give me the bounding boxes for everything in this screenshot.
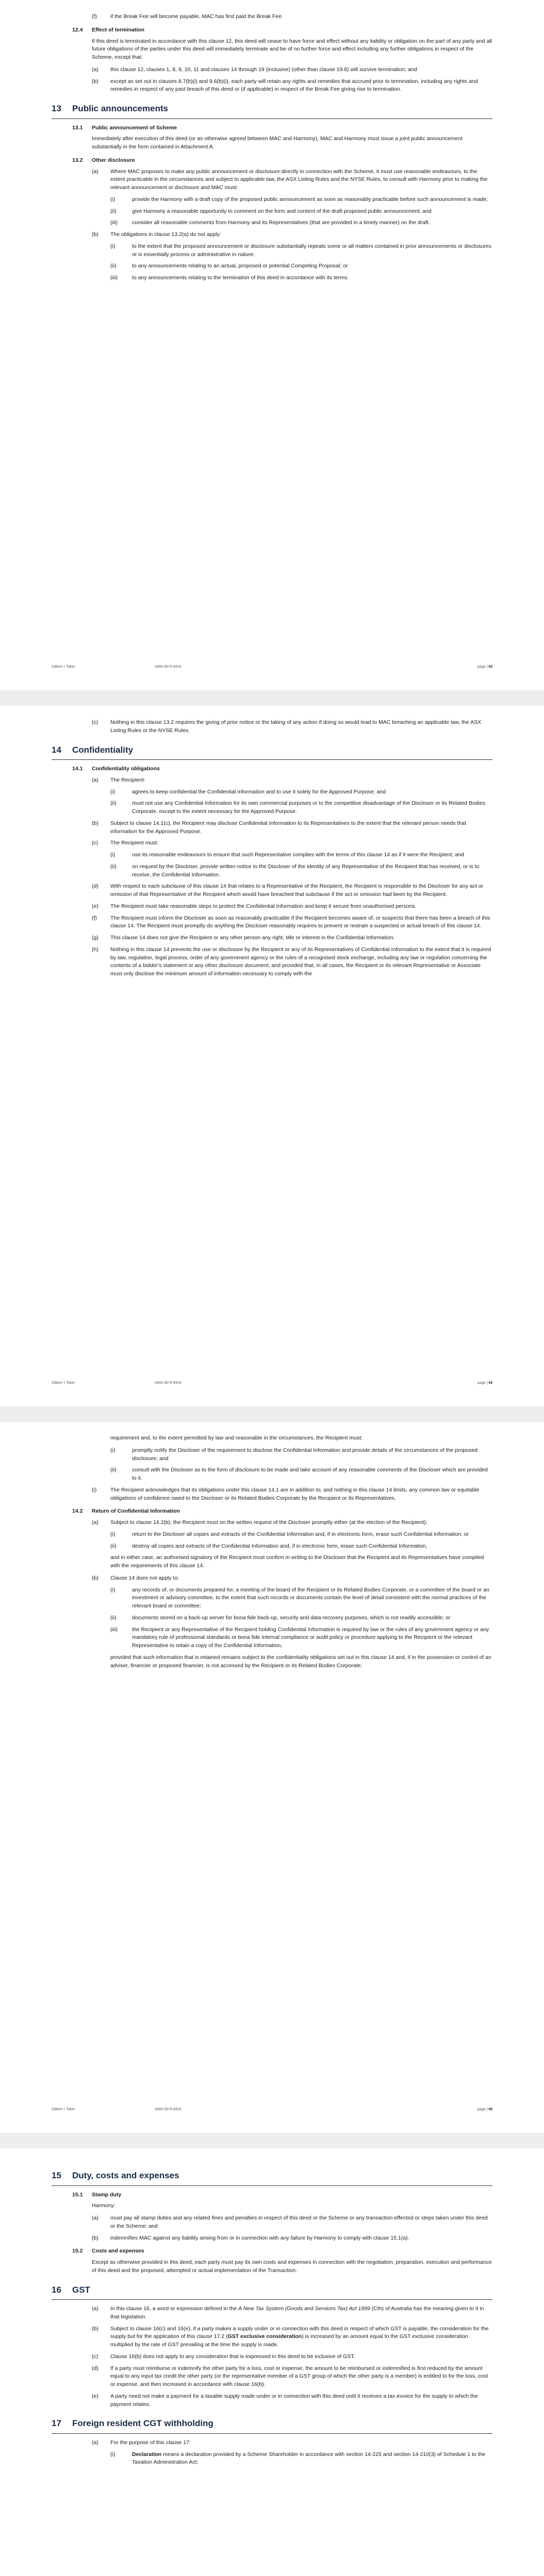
clause-14-1-c-i: (i) use its reasonable endeavours to ensure that such Representative complies with the terms of this clause 14 as if it were the Recipient; and (110, 852, 464, 858)
clause-14-1-a: (a) The Recipient: (92, 776, 145, 783)
clause-13-2-a-i: (i) provide the Harmony with a draft copy of the proposed public announcement as soon as reasonably practicable before such announcement is made; (110, 196, 488, 202)
clause-13-2-a-ii: (ii) give Harmony a reasonable opportunity to comment on the form and content of the draft proposed public announcement; and (110, 208, 432, 214)
clause-17-a-i: (i) Declaration means a declaration provided by a Scheme Shareholder in accordance with section 14-225 and section 14-210(3) of Schedule 1 to the Taxation Administration Act; (110, 2451, 486, 2466)
clause-14-1-a-i: (i) agrees to keep confidential the Confidential Information and to use it solely for the Approved Purpose; and (110, 788, 386, 795)
clause-12-4-b: (b) except as set out in clauses 8.7(b)(i) and 9.6(b)(i), each party will retain any rights and remedies that accrued prior to termination, including any rights and remedies in respect of any past breach of this deed or (if applicable) in respect of the Break Fee giving rise to termination. (92, 78, 478, 93)
clause-12-4-text: If this deed is terminated in accordance with this clause 12, this deed will cease to have force and effect without any liability or obligation on the part of any party and all future obligations of the parties under this deed will immediately terminate and be of no further force and effect including any further obligations in respect of the Scheme, except that: (92, 38, 492, 60)
clause-12-3-f: (f) if the Break Fee will become payable, MAC has first paid the Break Fee. (92, 13, 283, 20)
clause-17-a: (a) For the purpose of this clause 17: (92, 2439, 191, 2446)
clause-14-1-g: (g) This clause 14 does not give the Recipient or any other person any right, title or interest in the Confidential Information. (92, 935, 395, 941)
heading-13-1: 13.1 Public announcement of Scheme (72, 124, 177, 131)
clause-15-1-text: Harmony: (92, 2202, 116, 2209)
clause-14-1-i: (i) The Recipient acknowledges that its obligations under this clause 14.1 are in addition to, and nothing in this clause 14 limits, any common law or equitable obligations of confidence owed to the Discloser or its Related Bodies Corporate by the Recipient or its Representatives. (92, 1486, 480, 1501)
heading-12-4: 12.4 Effect of termination (72, 26, 145, 33)
heading-14: 14 Confidentiality (52, 743, 492, 760)
clause-13-2-b: (b) The obligations in clause 13.2(a) do not apply: (92, 231, 221, 238)
clause-14-2-b-i: (i) any records of, or documents prepared for, a meeting of the board of the Recipient or its Related Bodies Corporate, or a committee of the board or an investment or advisory committee, to the extent that such records or documents contain the level of detail consistent with the normal practices of the relevant board or committee; (110, 1586, 489, 1609)
page-44 (0, 706, 544, 1406)
page-footer: Gilbert + Tobin 3400-2879-4919 page | 44 (52, 1381, 492, 1385)
clause-15-1-a: (a) must pay all stamp duties and any related fines and penalties in respect of this deed or the Scheme or any transaction effected or steps taken under this deed or the Scheme; and (92, 2215, 488, 2229)
clause-13-2-b-ii: (ii) to any announcements relating to an actual, proposed or potential Competing Proposal; or (110, 263, 348, 269)
page-46 (0, 2148, 544, 2576)
clause-14-1-c-ii: (ii) on request by the Discloser, provide written notice to the Discloser of the identity of any Representative of the Recipient that has received, or is to receive, the Confidential Information. (110, 863, 480, 878)
clause-14-2-a-after: and in either case, an authorised signatory of the Recipient must confirm in writing to the Discloser that the Recipient and its Representatives have complied with the requirements of this clause 14. (110, 1554, 484, 1569)
heading-14-1: 14.1 Confidentiality obligations (72, 766, 160, 772)
clause-14-1-f: (f) The Recipient must inform the Discloser as soon as reasonably practicable if the Recipient becomes aware of, or suspects that there has been a breach of this clause 14. The Recipient must promptly do anything the Discloser reasonably requires to prevent or restrain a suspected or actual breach of this clause 14. (92, 914, 490, 929)
page-45-body (52, 1432, 492, 1674)
heading-17: 17 Foreign resident CGT withholding (52, 2417, 492, 2434)
clause-14-1-d: (d) With respect to each subclause of this clause 14 that relates to a Representative of the Recipient, the Recipient is responsible to the Discloser for any act or omission of that Representative of the Recipient which would have breached that subclause if the act or omission had been by the Recipient. (92, 883, 484, 897)
page-footer: Gilbert + Tobin 3400-2879-4919 page | 43 (52, 665, 492, 669)
page-gap (0, 690, 544, 706)
clause-13-2-a: (a) Where MAC proposes to make any public announcement or disclosure directly in connection with the Scheme, it must use reasonable endeavours, to the extent practicable in the circumstances and subject to applicable law, the ASX Listing Rules and the NYSE Rules, to consult with Harmony prior to making the relevant announcement or disclosure and MAC must: (92, 168, 488, 191)
clause-14-1-h-ii: (ii) consult with the Discloser as to the form of disclosure to be made and take account of any reasonable comments of the Discloser which are provided to it. (110, 1467, 488, 1481)
clause-14-1-a-ii: (ii) must not use any Confidential Information for its own commercial purposes or to the competitive disadvantage of the Discloser or its Related Bodies Corporate, except to the extent necessary for the Approved Purpose. (110, 800, 486, 815)
clause-13-2-b-i: (i) to the extent that the proposed announcement or disclosure substantially repeats some or all matters contained in prior announcements or disclosures or is essentially process or administrative in nature; (110, 243, 491, 258)
heading-16: 16 GST (52, 2283, 492, 2300)
heading-14-2: 14.2 Return of Confidential Information (72, 1508, 180, 1515)
page-gap (0, 1406, 544, 1422)
clause-16-e: (e) A party need not make a payment for a taxable supply made under or in connection with this deed until it receives a tax invoice for the supply to which the payment relates. (92, 2393, 478, 2408)
clause-14-1-h-i: (i) promptly notify the Discloser of the requirement to disclose the Confidential Information and provide details of the circumstances of the proposed disclosure; and (110, 1447, 478, 1462)
clause-13-2-c: (c) Nothing in this clause 13.2 requires the giving of prior notice or the taking of any action if doing so would lead to MAC breaching an applicable law, the ASX Listing Rules or the NYSE Rules. (92, 719, 482, 734)
page-gap (0, 2133, 544, 2148)
heading-13: 13 Public announcements (52, 102, 492, 119)
clause-14-1-b: (b) Subject to clause 14.1(c), the Recipient may disclose Confidential Information to its Representatives to the extent that the relevant person needs that information for the Approved Purpose. (92, 820, 466, 835)
page-44-body (52, 716, 492, 982)
clause-14-1-h-cont: requirement and, to the extent permitted by law and reasonable in the circumstances, the Recipient must: (110, 1435, 363, 1441)
clause-12-4-a: (a) this clause 12, clauses 1, 8, 9, 10, 11 and clauses 14 through 19 (inclusive) (other than clause 19.8) will survive termination; and (92, 66, 417, 73)
clause-16-d: (d) If a party must reimburse or indemnify the other party for a loss, cost or expense, the amount to be reimbursed or indemnified is first reduced by the amount equal to any input tax credit the other party (or the representative member of a GST group of which the other party is a member) is entitled to for the loss, cost or expense, and then increased in accordance with clause 16(b). (92, 2365, 488, 2387)
heading-15: 15 Duty, costs and expenses (52, 2169, 492, 2186)
page-46-body (52, 2159, 492, 2470)
clause-14-1-e: (e) The Recipient must take reasonable steps to protect the Confidential Information and keep it secure from unauthorised persons. (92, 903, 417, 909)
clause-13-2-a-iii: (iii) consider all reasonable comments from Harmony and its Representatives (that are provided in a timely manner) on the draft. (110, 219, 430, 226)
heading-15-2: 15.2 Costs and expenses (72, 2248, 144, 2255)
page-footer: Gilbert + Tobin 3400-2879-4919 page | 45 (52, 2108, 492, 2111)
clause-15-1-b: (b) indemnifies MAC against any liability arising from or in connection with any failure by Harmony to comply with clause 15.1(a). (92, 2234, 409, 2241)
page-43 (0, 0, 544, 690)
clause-14-2-b-iii: (iii) the Recipient or any Representative of the Recipient holding Confidential Information is required by law or the rules of any government agency or any mandatory rule of professional standards or bona fide internal compliance or audit policy or procedure applying to the Recipient or the relevant Representative to retain a copy of the Confidential Information, (110, 1626, 489, 1649)
heading-15-1: 15.1 Stamp duty (72, 2191, 122, 2198)
clause-14-2-a: (a) Subject to clause 14.2(b), the Recipient must on the written request of the Discloser promptly either (at the election of the Recipient): (92, 1519, 427, 1526)
page-45 (0, 1422, 544, 2133)
clause-14-2-a-ii: (ii) destroy all copies and extracts of the Confidential Information and, if in electronic form, erase such Confidential Information, (110, 1543, 427, 1549)
clause-13-1-text: Immediately after execution of this deed (or as otherwise agreed between MAC and Harmony), MAC and Harmony must issue a joint public announcement substantially in the form contained in Attachment A. (92, 135, 463, 150)
clause-16-a: (a) In this clause 16, a word or expression defined in the A New Tax System (Goods and Services Tax) Act 1999 (Cth) of Australia has the meaning given to it in that legislation. (92, 2306, 484, 2320)
clause-13-2-b-iii: (iii) to any announcements relating to the termination of this deed in accordance with its terms. (110, 275, 349, 281)
page-43-body (52, 10, 492, 286)
clause-14-2-b-after: provided that such information that is retained remains subject to the confidentiality obligations set out in this clause 14 and, if in the possession or control of an adviser, financier or proposed financier, is not accessed by the Recipient or its Related Bodies Corporate. (110, 1654, 491, 1669)
clause-15-2-text: Except as otherwise provided in this deed, each party must pay its own costs and expenses in connection with the negotiation, preparation, execution and performance of this deed and the proposed, attempted or actual implementation of the Transaction. (92, 2259, 492, 2274)
clause-16-c: (c) Clause 16(b) does not apply to any consideration that is expressed in this deed to be inclusive of GST. (92, 2353, 355, 2360)
clause-16-b: (b) Subject to clause 16(c) and 16(e), if a party makes a supply under or in connection with this deed in respect of which GST is payable, the consideration for the supply but for the application of this clause 17.2 (GST exclusive consideration) is increased by an amount equal to the GST exclusive consideration multiplied by the rate of GST prevailing at the time the supply is made. (92, 2325, 489, 2348)
clause-14-2-b-ii: (ii) documents stored on a back-up server for bona fide back-up, security and data recovery purposes, which is not readily accessible; or (110, 1614, 451, 1621)
clause-14-2-b: (b) Clause 14 does not apply to: (92, 1574, 179, 1581)
clause-14-2-a-i: (i) return to the Discloser all copies and extracts of the Confidential Information and, if in electronic form, erase such Confidential Information; or (110, 1531, 469, 1537)
clause-14-1-h: (h) Nothing in this clause 14 prevents the use or disclosure by the Recipient or any of its Representatives of Confidential Information to the extent that it is required by law, regulation, legal process, order of any government agency or the rules of a recognised stock exchange, including any law or regulation concerning the contents of a bidder's statement or any other disclosure document, and provided that, in all cases, the Recipient or its relevant Representative or Associate must only disclose the minimum amount of information necessary to comply with the (92, 946, 491, 977)
heading-13-2: 13.2 Other disclosure (72, 157, 135, 163)
clause-14-1-c: (c) The Recipient must: (92, 840, 159, 846)
